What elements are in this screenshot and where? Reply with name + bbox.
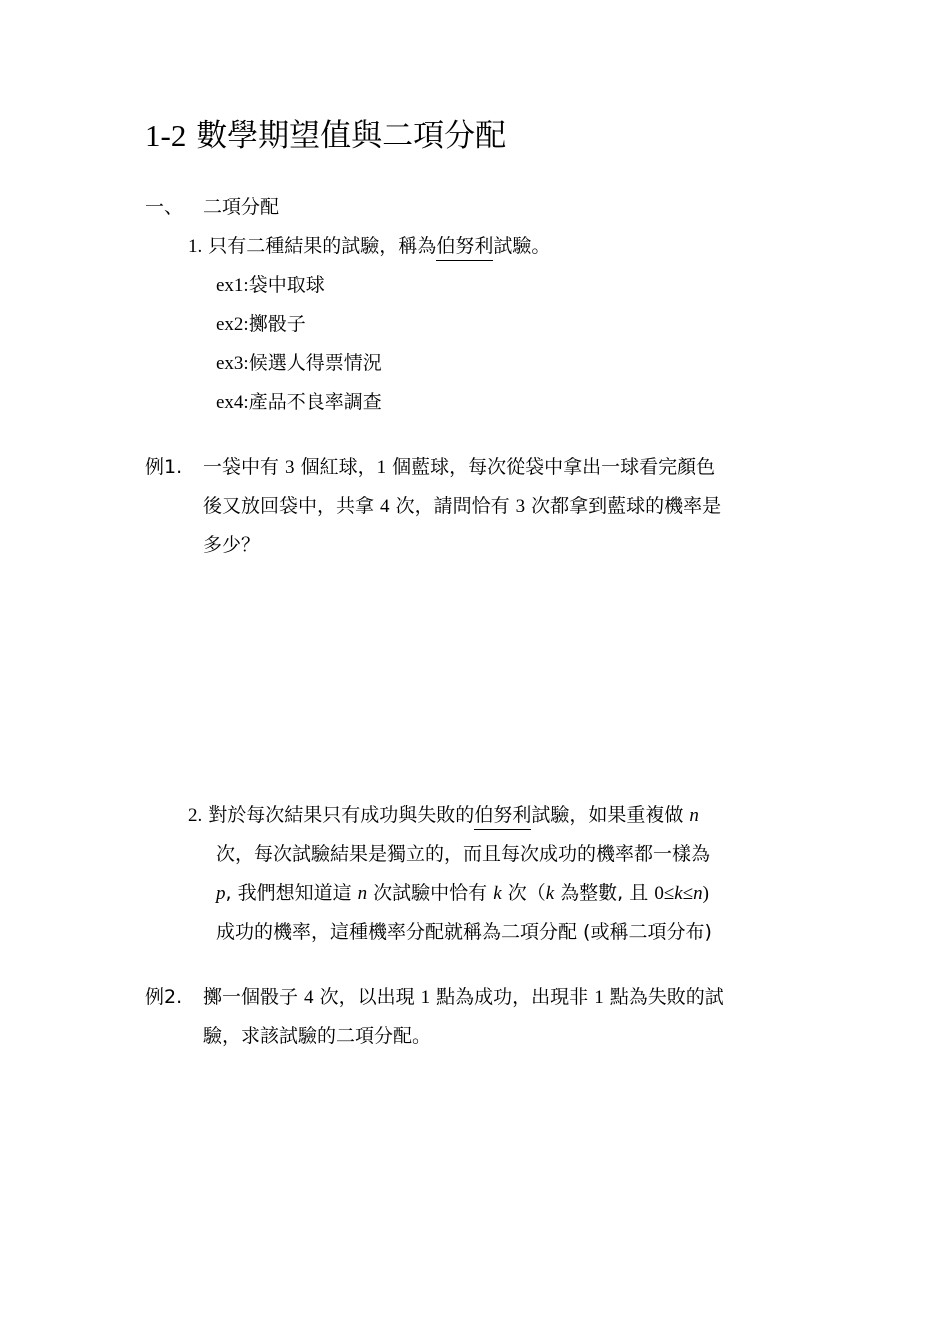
item-2-line-4: 成功的機率，這種機率分配就稱為二項分配 (或稱二項分布) (216, 921, 712, 943)
item-number: 1. (188, 236, 203, 257)
underlined-term: 伯努利 (474, 804, 532, 826)
example-2-label: 例2. (145, 986, 183, 1008)
example-2-line-2: 驗，求該試驗的二項分配。 (203, 1025, 432, 1047)
item-text-after: 試驗。 (493, 235, 551, 257)
item-number: 2. (188, 805, 203, 826)
example-1-label: 例1. (145, 456, 183, 478)
example-1-line-1: 一袋中有 3 個紅球，1 個藍球，每次從袋中拿出一球看完顏色 (203, 456, 716, 478)
example-label: ex2: (216, 314, 249, 335)
example-line (216, 313, 306, 336)
example-1-line-3: 多少？ (203, 534, 261, 556)
page-title (145, 110, 506, 155)
section-number: 1-2 (145, 118, 187, 153)
item-text-before: 只有二種結果的試驗，稱為 (208, 235, 437, 257)
section-heading: 二項分配 (203, 196, 280, 218)
example-text: 產品不良率調查 (248, 391, 382, 413)
item-2-line-1: 2. 對於每次結果只有成功與失敗的伯努利試驗，如果重複做 n (188, 804, 699, 826)
item-2-line-2: 次，每次試驗結果是獨立的，而且每次成功的機率都一樣為 (216, 843, 711, 865)
section-marker: 一、 (145, 196, 184, 218)
example-label: ex1: (216, 275, 249, 296)
item-1 (188, 235, 550, 258)
title-text: 數學期望值與二項分配 (196, 118, 507, 154)
item-2-line-3: p, 我們想知道這 n 次試驗中恰有 k 次（k 為整數, 且 0≤k≤n) (216, 882, 709, 904)
example-line (216, 391, 382, 414)
example-1-line-2: 後又放回袋中，共拿 4 次，請問恰有 3 次都拿到藍球的機率是 (203, 495, 722, 517)
example-text: 候選人得票情況 (248, 352, 382, 374)
example-label: ex4: (216, 392, 249, 413)
example-line (216, 352, 382, 375)
example-text: 擲骰子 (248, 313, 306, 335)
underlined-term: 伯努利 (436, 235, 494, 257)
example-text: 袋中取球 (248, 274, 325, 296)
example-line (216, 274, 325, 297)
example-2-line-1: 擲一個骰子 4 次，以出現 1 點為成功，出現非 1 點為失敗的試 (203, 986, 724, 1008)
example-label: ex3: (216, 353, 249, 374)
